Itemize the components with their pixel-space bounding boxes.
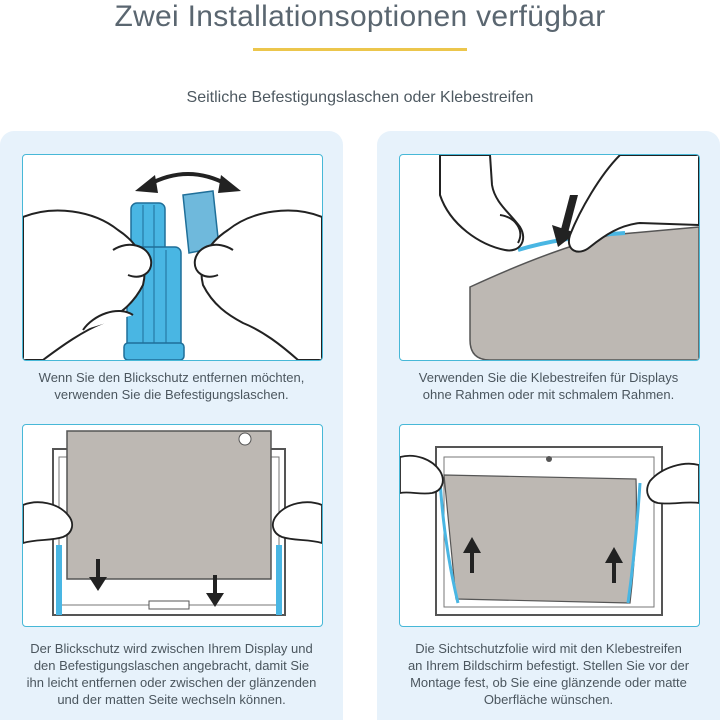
adhesive-strip-caption: Verwenden Sie die Klebestreifen für Displays ohne Rahmen oder mit schmalem Rahmen. — [418, 370, 679, 402]
page-title: Zwei Installationsoptionen verfügbar — [114, 0, 606, 33]
title-underline — [253, 48, 467, 51]
tab-removal-caption: Wenn Sie den Blickschutz entfernen möchten, verwenden Sie die Befestigungslaschen. — [38, 370, 305, 402]
adhesive-strip-illustration — [399, 154, 700, 361]
double-arrow-icon — [148, 174, 228, 185]
webcam-dot — [546, 456, 552, 462]
left-side-tab — [56, 545, 62, 615]
tab-mount-illustration — [22, 424, 323, 627]
page-subtitle: Seitliche Befestigungslaschen oder Klebestreifen — [186, 89, 534, 106]
right-side-tab — [276, 545, 282, 615]
tab-mount-caption: Der Blickschutz wird zwischen Ihrem Display und den Befestigungslaschen angebracht, damit Sie ihn leicht entfernen oder zwischen der glänzenden und der matten Seite wechseln können. — [26, 641, 317, 707]
adhesive-mount-caption: Die Sichtschutzfolie wird mit den Klebestreifen an Ihrem Bildschirm befestigt. Stellen Sie vor der Montage fest, ob Sie eine glänzende oder matte Oberfläche wünschen. — [407, 641, 690, 707]
tab-removal-illustration — [22, 154, 323, 361]
adhesive-mount-illustration — [399, 424, 700, 627]
left-hand-icon — [440, 155, 523, 250]
privacy-filter-sheet — [67, 431, 271, 579]
